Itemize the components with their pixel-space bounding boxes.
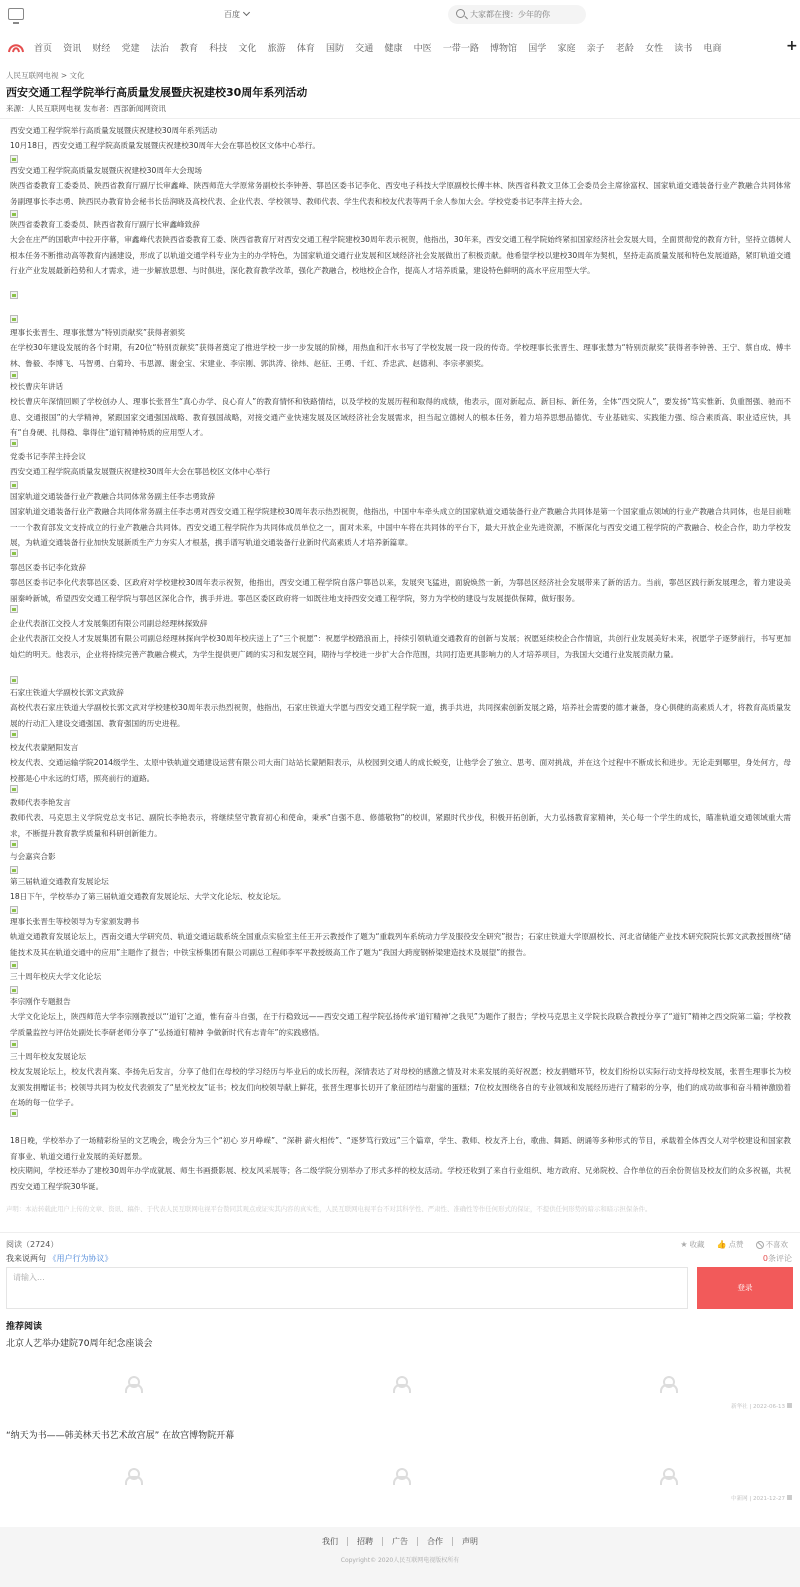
nav-item[interactable]: 财经 (92, 44, 111, 54)
article-paragraph: 校长曹庆年深情回顾了学校创办人、理事长张晋生“真心办学、良心育人”的教育情怀和铁路情结，以及学校的发展历程和取得的成绩，他表示，面对新起点、新目标、新任务，全体“西交院人”，要发扬“笃实惟新、负重图强、驰而不息、交通报国”的大学精神，紧跟国家交通强国战略、教育强国战略，对接交通产业快速发展及区域经济社会发展需求，担当起立德树人的根本任务，着力培养思想品德优、专业基础实、实践能力强、综合素质高、职业适应快，具有“自身硬、扎得稳、靠得住”道钉精神特质的应用型人才。 (10, 397, 791, 438)
favorite-label: 收藏 (689, 1240, 705, 1249)
footer-link[interactable]: 广告 (382, 1537, 417, 1546)
nav-item[interactable]: 资讯 (63, 44, 82, 54)
recommend-source: 中新网 | 2021-12-27 (731, 1494, 792, 1502)
article-paragraph: 校友代表、交通运输学院2014级学生、太原中铁轨道交通建设运营有限公司大南门站站长蒙陋阳表示，从校园到交通人的成长蜕变，让他学会了独立、思考、面对挑战，并在这个过程中不断成长和进步。无论走到哪里，身处何方，母校都是心中永远的灯塔，照亮前行的道路。 (10, 758, 791, 783)
footer-link[interactable]: 招聘 (347, 1537, 382, 1546)
nav-item[interactable]: 旅游 (267, 44, 286, 54)
nav-items (34, 41, 733, 54)
broken-image-icon (10, 840, 18, 848)
article-title: 西安交通工程学院举行高质量发展暨庆祝建校30周年系列活动 (6, 86, 308, 99)
article-paragraph: 鄠邑区委书记李化代表鄠邑区委、区政府对学校建校30周年表示祝贺，他指出，西安交通工程学院自落户鄠邑以来，发展突飞猛进，面貌焕然一新，为鄠邑区经济社会发展带来了新的活力。当前，鄠邑区践行新发展理念，着力建设美丽秦岭新城，希望西安交通工程学院与鄠邑区深化合作，携手并进。鄠邑区委区政府将一如既往地支持西安交通工程学院，努力为学校的建设与发展提供保障，做好服务。 (10, 578, 791, 603)
broken-image-icon (10, 906, 18, 914)
like-button[interactable] (717, 1239, 744, 1250)
channel-nav (0, 38, 800, 58)
article-paragraph: 陕西省委教育工委委员、陕西省教育厅副厅长审鑫峰、陕西师范大学原常务副校长李钟善、鄠邑区委书记李化、西安电子科技大学原副校长傅丰林、陕西省科教文卫体工会委员会主席徐富权、国家轨道交通装备行业产教融合共同体常务副理事长李志勇、陕西民办教育协会秘书长岳润晓及高校代表、企业代表、学校领导、教师代表、学生代表和校友代表等两千余人参加大会。学校党委书记李萍主持大会。 (10, 181, 791, 206)
article-paragraph: 轨道交通教育发展论坛上，西南交通大学研究员、轨道交通运载系统全国重点实验室主任王开云教授作了题为“重载列车系统动力学及服役安全研究”报告；石家庄铁道大学原副校长、河北省储能产业技术研究院院长郭文武教授围绕“储能技术及其在轨道交通中的应用”主题作了报告；中铁宝桥集团有限公司副总工程师李军平教授级高工作了题为“我国大跨度钢桥梁建造技术及展望”的报告。 (10, 932, 791, 957)
image-placeholder-icon[interactable] (124, 1376, 140, 1392)
article-paragraph: 18日晚，学校举办了一场精彩纷呈的文艺晚会，晚会分为三个“初心 岁月峥嵘”、“深耕 薪火相传”、“逐梦笃行致远”三个篇章，学生、教师、校友齐上台，歌曲、舞蹈、朗诵等多种形式的节目，承载着全体西交人对学校建设和国家教育事业、轨道交通行业发展的美好愿景。 (10, 1136, 791, 1161)
image-placeholder-icon[interactable] (659, 1468, 675, 1484)
nav-item[interactable]: 一带一路 (442, 44, 479, 54)
star-icon: ★ (680, 1240, 688, 1249)
broken-image-icon (10, 605, 18, 613)
nav-item[interactable]: 老龄 (615, 44, 634, 54)
broken-image-icon (10, 481, 18, 489)
article-caption: 与会嘉宾合影 (10, 852, 56, 861)
image-placeholder-icon[interactable] (659, 1376, 675, 1392)
nav-item[interactable]: 文化 (238, 44, 257, 54)
broken-image-icon (10, 961, 18, 969)
article-caption: 国家轨道交通装备行业产教融合共同体常务副主任李志勇致辞 (10, 492, 216, 501)
footer (0, 1527, 800, 1587)
nav-item[interactable]: 国学 (528, 44, 547, 54)
nav-item[interactable]: 教育 (180, 44, 199, 54)
more-channels-icon[interactable]: + (786, 38, 798, 54)
nav-item[interactable]: 电商 (703, 44, 722, 54)
broken-image-icon (10, 1109, 18, 1117)
broken-image-icon (10, 291, 18, 299)
thumbs-up-icon: 👍 (716, 1240, 727, 1249)
comment-count (763, 1253, 792, 1264)
breadcrumb[interactable]: 人民互联网电视 > 文化 (6, 71, 85, 80)
nav-item[interactable]: 党建 (121, 44, 140, 54)
ban-icon (756, 1241, 764, 1249)
article-caption: 第三届轨道交通教育发展论坛 (10, 877, 109, 886)
article-caption: 校长曹庆年讲话 (10, 382, 64, 391)
nav-item[interactable]: 健康 (384, 44, 403, 54)
image-placeholder-icon[interactable] (392, 1376, 408, 1392)
article-paragraph: 在学校30年建设发展的各个时期，有20位“特别贡献奖”获得者奠定了推进学校一步一步发展的阶梯，用热血和汗水书写了学校发展一段一段的传奇。学校理事长张晋生、理事张慧为“特别贡献奖”获得者李钟善、王宁、蔡自成、傅丰林、鲁毅、李博飞、马智勇、白菊玲、韦思源、谢金宝、宋建业、李宗刚、郭洪涛、徐炜、赵征、王勇、千红、乔忠武、赵德利、李宗孝颁奖。 (10, 343, 791, 368)
broken-image-icon (10, 439, 18, 447)
article-caption: 理事长张晋生、理事张慧为“特别贡献奖”获得者颁奖 (10, 328, 185, 337)
article-paragraph: 校庆期间，学校还举办了建校30周年办学成就展、师生书画摄影展、校友风采展等；各二级学院分别举办了形式多样的校友活动。学校还收到了来自行业组织、地方政府、兄弟院校、合作单位的百余份贺信及校友们的众多祝福，共祝西安交通工程学院30华诞。 (10, 1166, 791, 1191)
divider (0, 1232, 800, 1233)
article-paragraph: 校友发展论坛上，校友代表肖案、李扬先后发言，分享了他们在母校的学习经历与毕业后的成长历程，深情表达了对母校的感激之情及对未来发展的美好祝愿；校友捐赠环节，校友们纷纷以实际行动支持母校发展，张晋生理事长为校友颁发捐赠证书；校领导共同为校友代表颁发了“星光校友”证书；校友们向校领导献上鲜花，张晋生理事长切开了象征团结与甜蜜的蛋糕；7位校友围绕各自的专业领域和发展经历进行了精彩的分享，他们的成功故事和奋斗精神激励着在场的每一位学子。 (10, 1067, 791, 1108)
nav-item[interactable]: 首页 (34, 44, 53, 54)
article-caption: 党委书记李萍主持会议 (10, 452, 86, 461)
monitor-icon[interactable] (8, 8, 24, 20)
broken-image-icon (10, 371, 18, 379)
comment-header-prefix: 我来说两句 (6, 1254, 46, 1263)
broken-image-icon (10, 676, 18, 684)
search-icon[interactable] (456, 9, 465, 18)
user-agreement-link[interactable]: 《用户行为协议》 (48, 1254, 113, 1263)
site-logo-icon[interactable] (7, 39, 25, 53)
article-caption: 李宗刚作专题报告 (10, 997, 71, 1006)
article-caption: 鄠邑区委书记李化致辞 (10, 563, 86, 572)
nav-item[interactable]: 国防 (326, 44, 345, 54)
comment-count-number: 0 (762, 1254, 768, 1263)
article-caption: 西安交通工程学院高质量发展暨庆祝建校30周年大会现场 (10, 166, 202, 175)
recommend-title[interactable]: “纳天为书——韩美林天书艺术故宫展” 在故宫博物院开幕 (6, 1431, 235, 1441)
article-paragraph: 高校代表石家庄铁道大学副校长郭文武对学校建校30周年表示热烈祝贺，他指出，石家庄铁道大学愿与西安交通工程学院一道，携手共进，共同探索创新发展之路，培养社会需要的德才兼备，身心俱健的高素质人才，将教育高质量发展的行动汇入建设交通强国、教育强国的历史进程。 (10, 703, 791, 728)
disclaimer: 声明：本站转载此用户上传的文章、资讯、稿件、于代表人民互联网电视平台赞同其观点或证实其内容的真实性，人民互联网电视平台不对其科学性、严肃性、准确性等作任何形式的保证，不提供任何形势的暗示和暗示担保条件。 (6, 1205, 652, 1213)
article-caption: 校友代表蒙陋阳发言 (10, 743, 79, 752)
article-caption: 西安交通工程学院举行高质量发展暨庆祝建校30周年系列活动 (10, 126, 218, 135)
broken-image-icon (10, 785, 18, 793)
image-placeholder-icon[interactable] (124, 1468, 140, 1484)
article-paragraph: 国家轨道交通装备行业产教融合共同体常务副主任李志勇对西安交通工程学院建校30周年表示热烈祝贺，他指出，中国中车牵头成立的国家轨道交通装备行业产教融合共同体是第一个国家重点领域的行业产教融合共同体，也是目前唯一一个教育部发文支持成立的行业产教融合共同体。西安交通工程学院作为共同体成员单位之一，面对未来，中国中车将在共同体的平台下，最大开放企业先进资源，不断深化与西安交通工程学院的产教融合、校企合作，助力学校发展，为轨道交通装备行业加快发展新质生产力夯实人才根基，携手谱写轨道交通装备行业新时代高素质人才培养新篇章。 (10, 507, 791, 548)
article-caption: 理事长张晋生等校领导为专家颁发聘书 (10, 917, 140, 926)
search-placeholder[interactable]: 大家都在搜：少年的你 (470, 10, 550, 19)
recommend-heading: 推荐阅读 (6, 1322, 43, 1332)
article-paragraph: 教师代表、马克思主义学院党总支书记、副院长李艳表示，将继续坚守教育初心和使命，秉承“自强不息、修德敬物”的校训，紧跟时代步伐，积极开拓创新，大力弘扬教育家精神，关心每一个学生的成长，瞄准轨道交通领域重大需求，不断提升教育教学质量和科研创新能力。 (10, 813, 791, 838)
broken-image-icon (10, 155, 18, 163)
article-paragraph: 大会在庄严的国歌声中拉开序幕，审鑫峰代表陕西省委教育工委、陕西省教育厅对西安交通工程学院建校30周年表示祝贺，他指出，30年来，西安交通工程学院始终紧扣国家经济社会发展大局，全面贯彻党的教育方针，坚持立德树人根本任务不断推动高等教育内涵建设，形成了以轨道交通学科专业为主的办学特色，为国家轨道交通行业发展和区域经济社会发展做出了积极贡献。他希望学校以建校30周年为契机，坚持走高质量发展和特色发展道路，紧盯轨道交通行业产业发展最新趋势和人才需求，进一步解放思想、与时俱进，深化教育教学改革，强化产教融合，校地校企合作，提高人才培养质量，建设特色鲜明的高水平应用型大学。 (10, 235, 791, 276)
recommend-title[interactable]: 北京人艺举办建院70周年纪念座谈会 (6, 1339, 153, 1349)
article-caption: 三十周年校庆大学文化论坛 (10, 972, 102, 981)
nav-item[interactable]: 法治 (150, 44, 169, 54)
top-bar (0, 0, 800, 30)
footer-link[interactable]: 我们 (322, 1537, 338, 1546)
nav-item[interactable]: 女性 (645, 44, 664, 54)
chevron-down-icon[interactable] (243, 9, 250, 16)
search-box[interactable] (448, 5, 586, 24)
dislike-button[interactable] (756, 1239, 789, 1250)
nav-item[interactable]: 科技 (209, 44, 228, 54)
nav-item[interactable]: 中医 (413, 44, 432, 54)
article-paragraph: 大学文化论坛上，陕西师范大学李宗刚教授以“‘道钉’之道，惟有奋斗自强，在于行稳致远——西安交通工程学院弘扬传承‘道钉精神’之我见”为题作了报告；学校马克思主义学院长段联合教授分享了“道钉”精神之西交院第二篇；学校教学质量监控与评估处副处长李研老师分享了“弘扬道钉精神 争做新时代有志青年”的实践感悟。 (10, 1012, 791, 1037)
broken-image-icon (10, 866, 18, 874)
article-caption: 18日下午，学校举办了第三届轨道交通教育发展论坛、大学文化论坛、校友论坛。 (10, 892, 286, 901)
recommend-thumbnails[interactable] (0, 1376, 800, 1404)
nav-item[interactable]: 读书 (674, 44, 693, 54)
image-placeholder-icon[interactable] (392, 1468, 408, 1484)
article-caption: 10月18日，西安交通工程学院高质量发展暨庆祝建校30周年大会在鄠邑校区文体中心举行。 (10, 141, 320, 150)
read-count: 阅读（2724） (6, 1240, 59, 1249)
article-meta: 来源：人民互联网电视 发布者：西部新闻网资讯 (6, 104, 166, 113)
article-body (0, 118, 800, 1218)
broken-image-icon (10, 1040, 18, 1048)
article-caption: 陕西省委教育工委委员、陕西省教育厅副厅长审鑫峰致辞 (10, 220, 200, 229)
article-caption: 教师代表李艳发言 (10, 798, 71, 807)
comment-count-suffix: 条评论 (768, 1254, 792, 1263)
article-caption: 三十周年校友发展论坛 (10, 1052, 86, 1061)
footer-link[interactable]: 声明 (452, 1537, 487, 1546)
site-selector[interactable]: 百度 (224, 10, 240, 19)
comment-input[interactable] (6, 1267, 688, 1309)
nav-item[interactable]: 亲子 (586, 44, 605, 54)
broken-image-icon (10, 986, 18, 994)
nav-item[interactable]: 博物馆 (490, 44, 518, 54)
footer-links (0, 1537, 800, 1546)
copyright: Copyright© 2020人民互联网电视版权所有 (340, 1557, 460, 1564)
article-actions (668, 1239, 788, 1250)
nav-item[interactable]: 体育 (296, 44, 315, 54)
recommend-thumbnails[interactable] (0, 1468, 800, 1496)
broken-image-icon (10, 315, 18, 323)
nav-item[interactable]: 交通 (355, 44, 374, 54)
nav-item[interactable]: 家庭 (557, 44, 576, 54)
recommend-source: 新华社 | 2022-06-13 (731, 1402, 792, 1410)
comment-header (6, 1253, 113, 1264)
article-caption: 企业代表浙江交投人才发展集团有限公司副总经理林探致辞 (10, 619, 208, 628)
broken-image-icon (10, 549, 18, 557)
broken-image-icon (10, 730, 18, 738)
login-button[interactable]: 登录 (697, 1267, 793, 1309)
article-caption: 西安交通工程学院高质量发展暨庆祝建校30周年大会在鄠邑校区文体中心举行 (10, 467, 271, 476)
article-caption: 石家庄铁道大学副校长郭文武致辞 (10, 688, 124, 697)
footer-link[interactable]: 合作 (417, 1537, 452, 1546)
article-paragraph: 企业代表浙江交投人才发展集团有限公司副总经理林探向学校30周年校庆送上了“三个祝愿”：祝愿学校踏浪而上，持续引领轨道交通教育的创新与发展；祝愿延续校企合作情谊，共创行业发展美好未来，祝愿学子逐梦前行，书写更加灿烂的明天。他表示，企业将持续完善产教融合模式，为学生提供更广阔的实习和发展空间，期待与学校进一步扩大合作范围，共同打造更具影响力的人才培养项目，为我国大交通行业发展贡献力量。 (10, 634, 791, 659)
favorite-button[interactable] (680, 1239, 704, 1250)
comment-placeholder: 请输入... (13, 1273, 45, 1282)
dislike-label: 不喜欢 (765, 1240, 788, 1249)
like-label: 点赞 (728, 1240, 744, 1249)
